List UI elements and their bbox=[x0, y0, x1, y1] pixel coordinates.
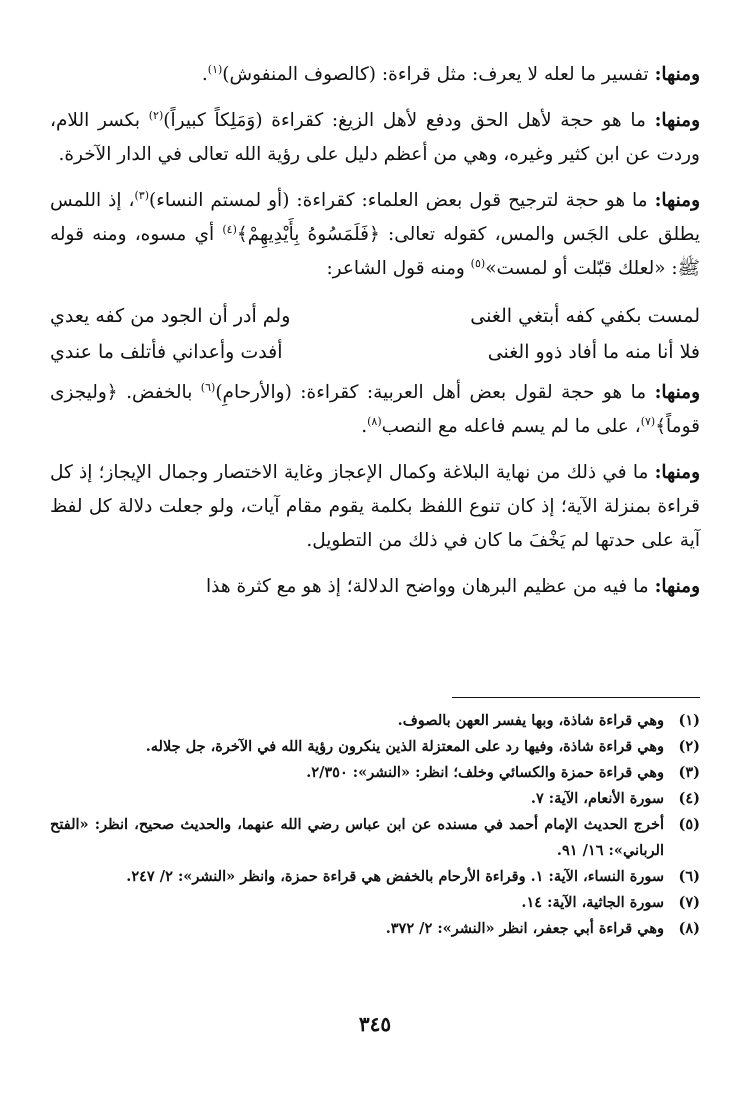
paragraph-text: ، إذ اللمس يطلق على الجَس والمس، كقوله تعالى: ﴿فَلَمَسُوهُ بِأَيْدِيهِمْ﴾ bbox=[50, 190, 701, 245]
paragraph-text: . bbox=[201, 64, 208, 85]
paragraph-text: ما هو حجة لقول بعض أهل العربية: كقراءة: (والأرحامِ) bbox=[215, 382, 655, 403]
footnote bbox=[50, 708, 700, 734]
poem bbox=[50, 298, 700, 370]
footnote-text: وهي قراءة أبي جعفر، انظر «النشر»: ٢/ ٣٧٢. bbox=[385, 920, 664, 937]
footnote-text: وهي قراءة شاذة، وفيها رد على المعتزلة الذين ينكرون رؤية الله في الآخرة، جل جلاله. bbox=[145, 738, 664, 755]
paragraph-text: ما هو حجة لترجيح قول بعض العلماء: كقراءة: (أو لمستم النساء) bbox=[149, 190, 655, 211]
paragraph-text: ما فيه من عظيم البرهان وواضح الدلالة؛ إذ هو مع كثرة هذا bbox=[205, 576, 655, 597]
footnote-ref[interactable]: (٥) bbox=[470, 256, 486, 270]
footnote-ref[interactable]: (٢) bbox=[148, 108, 164, 122]
poem-second-hemistich: ولم أدر أن الجود من كفه يعدي bbox=[50, 305, 291, 327]
poem-first-hemistich: لمست بكفي كفه أبتغي الغنى bbox=[470, 305, 700, 327]
footnote bbox=[50, 916, 700, 942]
footnote-ref[interactable]: (٦) bbox=[200, 380, 216, 394]
footnote-divider bbox=[452, 697, 700, 698]
paragraph-text: أي مسوه، ومنه قوله ﷺ: «لعلك قبّلت أو لمست» bbox=[50, 224, 700, 279]
paragraph-3 bbox=[50, 184, 700, 286]
poem-verse bbox=[50, 298, 700, 334]
paragraph-lead: ومنها: bbox=[654, 576, 700, 597]
paragraph-1 bbox=[50, 58, 700, 92]
footnote-number: (٣) bbox=[678, 764, 700, 781]
paragraph-text: ما في ذلك من نهاية البلاغة وكمال الإعجاز وغاية الاختصار وجمال الإيجاز؛ إذ كل قراءة بمنزلة الآية؛ إذ كان تنوع اللفظ بكلمة يقوم مقام آيات، ولو جعلت دلالة كل لفظ آية على حدتها لم يَخْفَ ما كان في ذلك من التطويل. bbox=[50, 462, 700, 551]
footnote-number: (٤) bbox=[678, 790, 700, 807]
footnote-number: (٦) bbox=[678, 868, 700, 885]
paragraph-lead: ومنها: bbox=[654, 64, 700, 85]
footnote-text: أخرج الحديث الإمام أحمد في مسنده عن ابن عباس رضي الله عنهما، والحديث صحيح، انظر: «الفتح الرباني»: ١٦/ ٩١. bbox=[50, 816, 664, 859]
footnote-text: سورة الأنعام، الآية: ٧. bbox=[530, 790, 664, 807]
footnote-ref[interactable]: (٤) bbox=[222, 222, 237, 236]
footnote-ref[interactable]: (١) bbox=[207, 62, 223, 76]
main-text bbox=[50, 58, 700, 616]
footnotes bbox=[50, 708, 700, 942]
paragraph-lead: ومنها: bbox=[654, 462, 700, 483]
page-number: ٣٤٥ bbox=[358, 1012, 392, 1036]
paragraph-6 bbox=[50, 570, 700, 604]
footnote-number: (١) bbox=[678, 712, 700, 729]
paragraph-4 bbox=[50, 376, 700, 444]
footnote-text: وهي قراءة شاذة، وبها يفسر العهن بالصوف. bbox=[397, 712, 664, 729]
footnote-text: وهي قراءة حمزة والكسائي وخلف؛ انظر: «النشر»: ٢/٣٥٠. bbox=[306, 764, 664, 781]
footnote-text: سورة النساء، الآية: ١. وقراءة الأرحام بالخفض هي قراءة حمزة، وانظر «النشر»: ٢/ ٢٤٧. bbox=[126, 868, 664, 885]
footnote-number: (٥) bbox=[678, 816, 700, 833]
footnote-text: سورة الجاثية، الآية: ١٤. bbox=[521, 894, 664, 911]
paragraph-text: تفسير ما لعله لا يعرف: مثل قراءة: (كالصوف المنفوش) bbox=[222, 64, 655, 85]
footnote-ref[interactable]: (٨) bbox=[367, 414, 382, 428]
paragraph-2 bbox=[50, 104, 700, 172]
footnote-ref[interactable]: (٧) bbox=[640, 414, 656, 428]
paragraph-text: ، على ما لم يسم فاعله مع النصب bbox=[381, 416, 641, 437]
paragraph-text: ومنه قول الشاعر: bbox=[326, 258, 471, 279]
footnote-number: (٧) bbox=[678, 894, 700, 911]
footnote-ref[interactable]: (٣) bbox=[134, 188, 150, 202]
footnote bbox=[50, 734, 700, 760]
poem-verse bbox=[50, 334, 700, 370]
paragraph-lead: ومنها: bbox=[654, 382, 701, 403]
paragraph-text: بالخفض. ﴿وليجزى قوماً﴾ bbox=[50, 382, 700, 437]
footnote-number: (٢) bbox=[678, 738, 700, 755]
paragraph-text: . bbox=[361, 416, 368, 437]
paragraph-lead: ومنها: bbox=[654, 190, 700, 211]
footnote-number: (٨) bbox=[678, 920, 700, 937]
paragraph-text: ما هو حجة لأهل الحق ودفع لأهل الزيغ: كقراءة (وَمَلِكاً كبيراً) bbox=[163, 110, 655, 131]
poem-first-hemistich: فلا أنا منه ما أفاد ذوو الغنى bbox=[487, 341, 700, 363]
paragraph-text: بكسر اللام، وردت عن ابن كثير وغيره، وهي من أعظم دليل على رؤية الله تعالى في الدار الآخرة. bbox=[50, 110, 700, 165]
footnote bbox=[50, 864, 700, 890]
paragraph-5 bbox=[50, 456, 700, 558]
footnote bbox=[50, 760, 700, 786]
poem-second-hemistich: أفدت وأعداني فأتلف ما عندي bbox=[50, 341, 283, 363]
footnote bbox=[50, 890, 700, 916]
footnote bbox=[50, 786, 700, 812]
footnote bbox=[50, 812, 700, 864]
paragraph-lead: ومنها: bbox=[654, 110, 701, 131]
